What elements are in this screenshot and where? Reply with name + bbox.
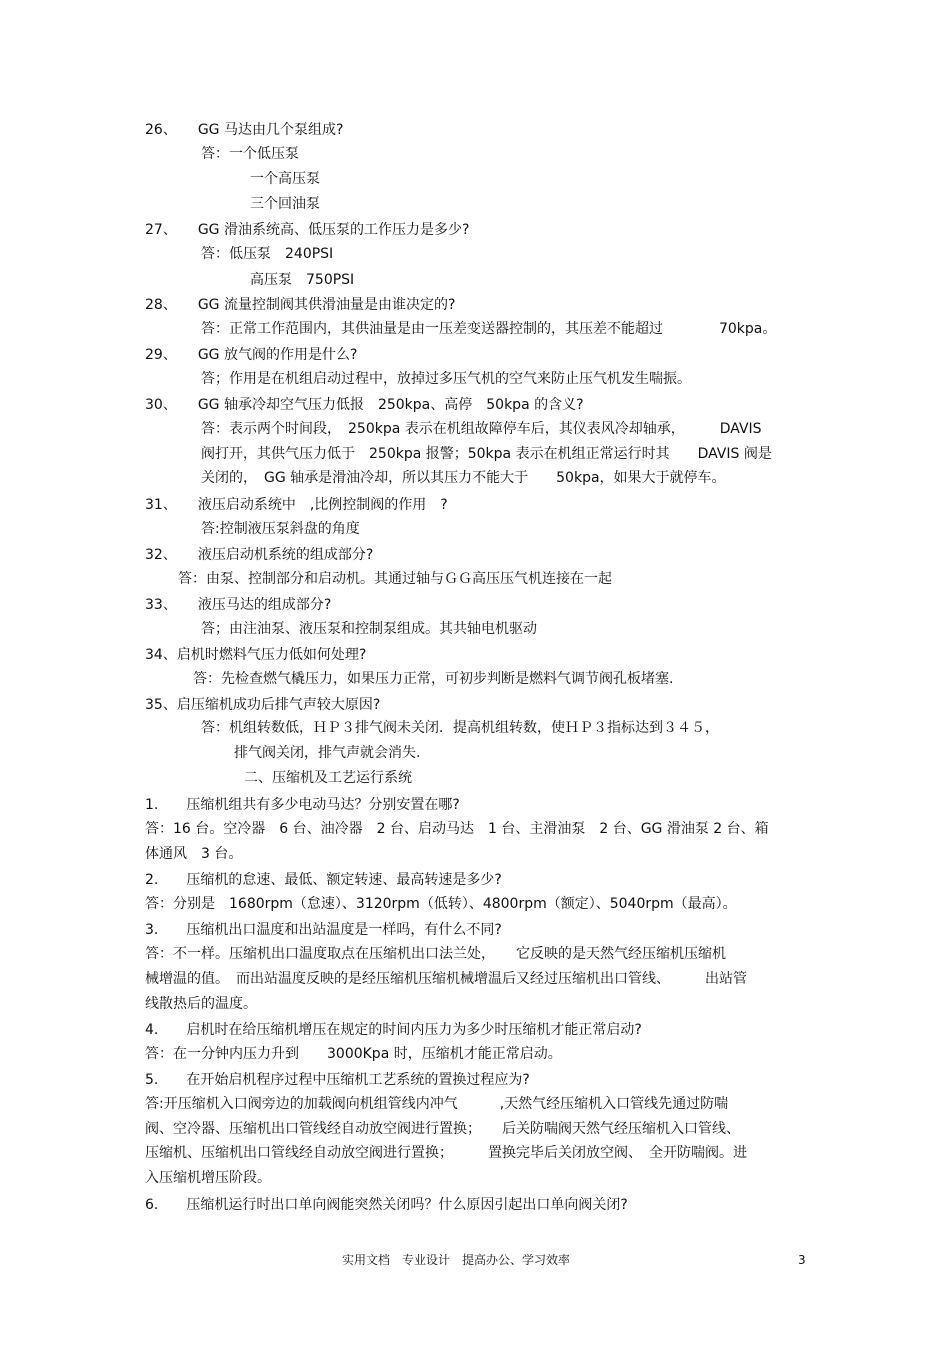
question-2: 2. 压缩机的怠速、最低、额定转速、最高转速是多少? (145, 872, 502, 888)
answer-line: 械增温的值。 而出站温度反映的是经压缩机压缩机械增温后又经过压缩机出口管线、 出站管 (145, 971, 747, 987)
question-6: 6. 压缩机运行时出口单向阀能突然关闭吗？什么原因引起出口单向阀关闭? (145, 1197, 628, 1213)
answer-line: 阀、空冷器、压缩机出口管线经自动放空阀进行置换； 后关防喘阀天然气经压缩机入口管线、 (145, 1121, 740, 1137)
answer-5: 答:开压缩机入口阀旁边的加载阀向机组管线内冲气 ,天然气经压缩机入口管线先通过防喘 (145, 1096, 729, 1112)
question-5: 5. 在开始启机程序过程中压缩机工艺系统的置换过程应为? (145, 1072, 530, 1088)
answer-2: 答：分别是 1680rpm（怠速）、3120rpm（低转）、4800rpm（额定）、5040rpm（最高）。 (145, 896, 737, 912)
question-27: 27、 GG 滑油系统高、低压泵的工作压力是多少? (145, 222, 470, 238)
answer-line: 线散热后的温度。 (145, 996, 257, 1012)
answer-30: 答：表示两个时间段， 250kpa 表示在机组故障停车后，其仪表风冷却轴承， DAVIS (201, 421, 762, 437)
answer-line: 一个高压泵 (250, 171, 320, 187)
answer-31: 答:控制液压泵斜盘的角度 (201, 521, 360, 537)
answer-34: 答：先检查燃气橇压力，如果压力正常，可初步判断是燃料气调节阀孔板堵塞. (193, 671, 674, 687)
section-heading: 二、压缩机及工艺运行系统 (244, 770, 412, 786)
question-31: 31、 液压启动系统中 ,比例控制阀的作用 ? (145, 497, 448, 513)
question-1: 1. 压缩机组共有多少电动马达？分别安置在哪? (145, 797, 460, 813)
question-34: 34、启机时燃料气压力低如何处理? (145, 647, 367, 663)
answer-27: 答：低压泵 240PSI (201, 246, 334, 262)
answer-line: 阀打开，其供气压力低于 250kpa 报警；50kpa 表示在机组正常运行时其 DAVIS 阀是 (201, 446, 772, 462)
answer-line: 入压缩机增压阶段。 (145, 1170, 271, 1186)
answer-4: 答：在一分钟内压力升到 3000Kpa 时，压缩机才能正常启动。 (145, 1046, 562, 1062)
answer-line: 关闭的， GG 轴承是滑油冷却，所以其压力不能大于 50kpa，如果大于就停车。 (201, 470, 726, 486)
question-33: 33、 液压马达的组成部分? (145, 597, 332, 613)
question-26: 26、 GG 马达由几个泵组成? (145, 122, 344, 138)
answer-33: 答；由注油泵、液压泵和控制泵组成。其共轴电机驱动 (201, 621, 537, 637)
question-35: 35、启压缩机成功后排气声较大原因? (145, 697, 381, 713)
question-4: 4. 启机时在给压缩机增压在规定的时间内压力为多少时压缩机才能正常启动? (145, 1022, 642, 1038)
answer-1: 答：16 台。空冷器 6 台、油冷器 2 台、启动马达 1 台、主滑油泵 2 台、GG 滑油泵 2 台、箱 (145, 821, 769, 837)
question-32: 32、 液压启动机系统的组成部分? (145, 547, 374, 563)
answer-35: 答：机组转数低，ＨＰ３排气阀未关闭．提高机组转数，使ＨＰ３指标达到３４５， (201, 720, 719, 736)
answer-line: 压缩机、压缩机出口管线经自动放空阀进行置换； 置换完毕后关闭放空阀、 全开防喘阀。进 (145, 1145, 747, 1161)
answer-32: 答：由泵、控制部分和启动机。其通过轴与ＧＧ高压压气机连接在一起 (178, 571, 612, 587)
answer-line: 高压泵 750PSI (250, 272, 355, 288)
question-29: 29、 GG 放气阀的作用是什么? (145, 347, 358, 363)
answer-26: 答：一个低压泵 (201, 146, 299, 162)
answer-line: 排气阀关闭，排气声就会消失. (234, 745, 421, 761)
question-3: 3. 压缩机出口温度和出站温度是一样吗，有什么不同? (145, 922, 502, 938)
answer-29: 答；作用是在机组启动过程中，放掉过多压气机的空气来防止压气机发生喘振。 (201, 371, 691, 387)
answer-line: 三个回油泵 (250, 196, 320, 212)
page-number: 3 (798, 1253, 806, 1267)
answer-28: 答：正常工作范围内，其供油量是由一压差变送器控制的，其压差不能超过 70kpa。 (201, 321, 777, 337)
answer-line: 体通风 3 台。 (145, 846, 243, 862)
question-28: 28、 GG 流量控制阀其供滑油量是由谁决定的? (145, 297, 456, 313)
answer-3: 答：不一样。压缩机出口温度取点在压缩机出口法兰处， 它反映的是天然气经压缩机压缩机 (145, 946, 726, 962)
question-30: 30、 GG 轴承冷却空气压力低报 250kpa、高停 50kpa 的含义? (145, 397, 584, 413)
footer-text: 实用文档 专业设计 提高办公、学习效率 (342, 1253, 571, 1267)
